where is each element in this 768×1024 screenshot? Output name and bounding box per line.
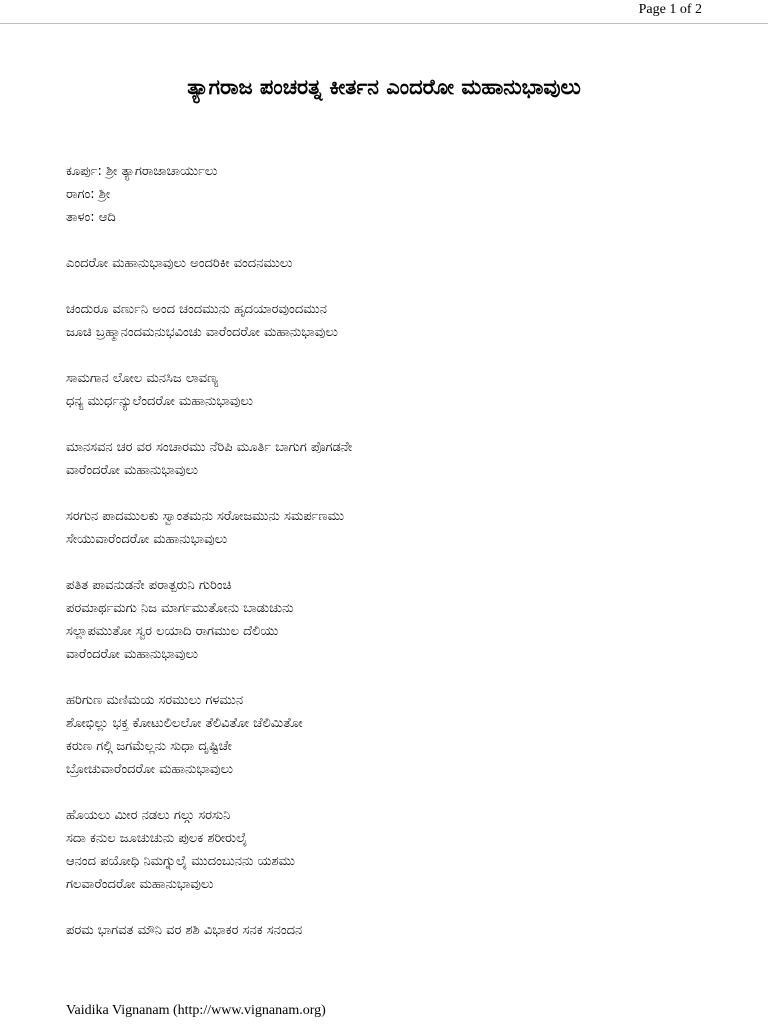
composer-line: ಕೂರ್ಪು: ಶ್ರೀ ತ್ಯಾಗರಾಜಾಚಾರ್ಯುಲು [66,164,218,179]
stanza [66,298,706,344]
lyric-line: ಧನ್ಯ ಮುರ್ಧನ್ಯುಲೆಂದರೋ ಮಹಾನುಭಾವುಲು [66,394,253,409]
lyric-line: ಆನಂದ ಪಯೋಧಿ ನಿಮಗ್ನುಲೈ ಮುದಂಬುನನು ಯಶಮು [66,854,296,869]
lyric-line: ಗಲವಾರೆಂದರೋ ಮಹಾನುಭಾವುಲು [66,877,214,892]
stanza [66,689,706,781]
song-meta [66,160,706,229]
lyric-line: ಕರುಣ ಗಲ್ಗಿ ಜಗಮೆಲ್ಲನು ಸುಧಾ ದೃಷ್ಟಿಚೇ [66,739,232,754]
lyric-line: ಪರಮ ಭಾಗವತ ಮೌನಿ ವರ ಶಶಿ ವಿಭಾಕರ ಸನಕ ಸನಂದನ [66,923,303,938]
stanza [66,919,706,942]
stanza [66,367,706,413]
lyric-line: ಹೊಯಲು ಮೀರ ನಡಲು ಗಲ್ಗು ಸರಸುನಿ [66,808,231,823]
pallavi-line: ಎಂದರೋ ಮಹಾನುಭಾವುಲು ಅಂದರಿಕೀ ವಂದನಮುಲು [66,256,293,271]
ragam-line: ರಾಗಂ: ಶ್ರೀ [66,187,111,202]
lyric-line: ಸಲ್ಲಾಪಮುತೋ ಸ್ವರ ಲಯಾದಿ ರಾಗಮುಲ ದೆಲಿಯು [66,624,279,639]
page-number: Page 1 of 2 [638,2,702,17]
page-header [0,0,768,30]
lyric-line: ಸದಾ ಕನುಲ ಜೂಚುಚುನು ಪುಲಕ ಶರೀರುಲೈ [66,831,248,846]
lyric-line: ಹರಿಗುಣ ಮಣಿಮಯ ಸರಮುಲು ಗಳಮುನ [66,693,244,708]
stanza [66,574,706,666]
page-title: ತ್ಯಾಗರಾಜ ಪಂಚರತ್ನ ಕೀರ್ತನ ಎಂದರೋ ಮಹಾನುಭಾವುಲು [187,75,581,99]
lyric-line: ಸೇಯುವಾರೆಂದರೋ ಮಹಾನುಭಾವುಲು [66,532,228,547]
lyric-line: ಜೂಚಿ ಬ್ರಹ್ಮಾನಂದಮನುಭವಿಂಚು ವಾರೆಂದರೋ ಮಹಾನುಭಾವುಲು [66,325,338,340]
page-footer: Vaidika Vignanam (http://www.vignanam.org) [66,1003,326,1018]
header-divider [0,23,768,24]
lyric-line: ವಾರೆಂದರೋ ಮಹಾನುಭಾವುಲು [66,647,199,662]
stanza [66,436,706,482]
lyric-line: ಸಾಮಗಾನ ಲೋಲ ಮನಸಿಜ ಲಾವಣ್ಯ [66,371,219,386]
lyric-line: ಚಂದುರೂ ವರ್ಣುನಿ ಅಂದ ಚಂದಮುನು ಹೃದಯಾರವುಂದಮುನ [66,302,327,317]
stanza [66,804,706,896]
lyric-line: ಮಾನಸವನ ಚರ ವರ ಸಂಚಾರಮು ನೆರಿಪಿ ಮೂರ್ತಿ ಬಾಗುಗ ಪೊಗಡನೇ [66,440,353,455]
lyric-line: ಪತಿತ ಪಾವನುಡನೇ ಪರಾತ್ಪರುನಿ ಗುರಿಂಚಿ [66,578,232,593]
lyric-line: ವಾರೆಂದರೋ ಮಹಾನುಭಾವುಲು [66,463,199,478]
lyric-line: ಸರಗುನ ಪಾದಮುಲಕು ಸ್ವಾಂತಮನು ಸರೋಜಮುನು ಸಮರ್ಪಣಮು [66,509,345,524]
stanza [66,505,706,551]
lyric-line: ಪರಮಾರ್ಥಮಗು ನಿಜ ಮಾರ್ಗಮುತೋನು ಬಾಡುಚುನು [66,601,294,616]
talam-line: ತಾಳಂ: ಆದಿ [66,210,116,225]
lyric-line: ಶೋಭಿಲ್ಲು ಭಕ್ತ ಕೋಟುಲಿಲಲೋ ತೆಲಿವಿತೋ ಚೆಲಿಮಿತೋ [66,716,303,731]
pallavi [66,252,706,275]
lyric-line: ಬ್ರೋಚುವಾರೆಂದರೋ ಮಹಾನುಭಾವುಲು [66,762,234,777]
song-body [66,160,706,965]
